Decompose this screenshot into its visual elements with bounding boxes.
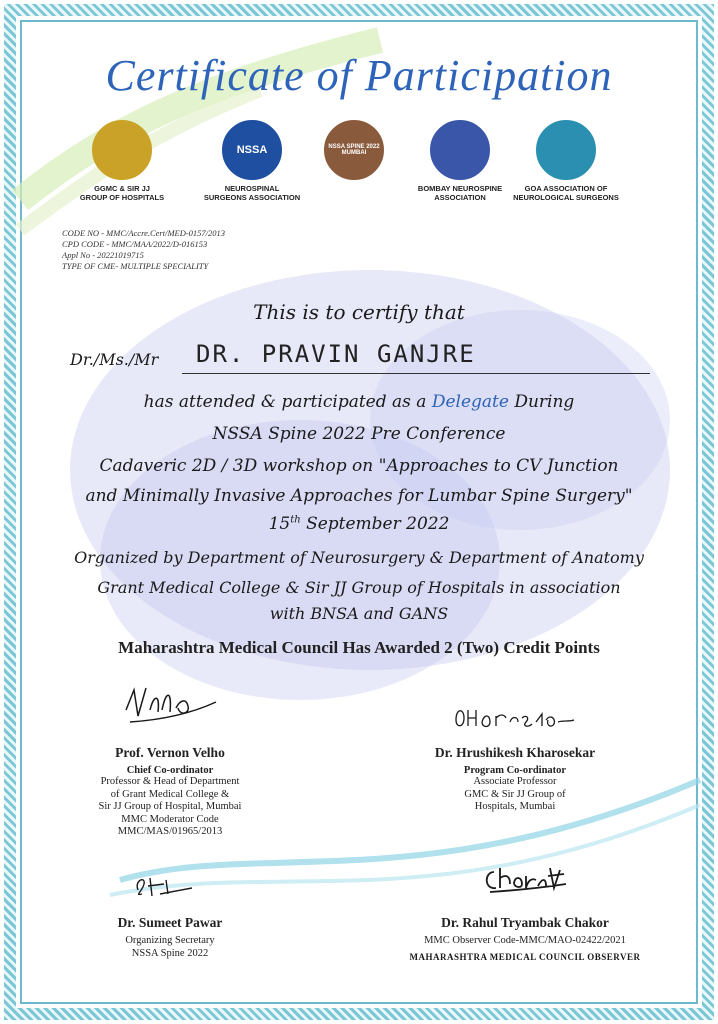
velho-detail-3: Sir JJ Group of Hospital, Mumbai: [98, 801, 242, 812]
organizer-line-2: Grant Medical College & Sir JJ Group of Hospitals in association: [97, 578, 621, 597]
kharosekar-detail-3: Hospitals, Mumbai: [474, 801, 556, 812]
bnsa-logo: [400, 120, 520, 202]
velho-detail-2: of Grant Medical College &: [110, 788, 230, 800]
pawar-detail-2: NSSA Spine 2022: [131, 947, 209, 959]
pawar-name: Dr. Sumeet Pawar: [117, 915, 223, 930]
workshop-line-1: Cadaveric 2D / 3D workshop on "Approaches to CV Junction: [99, 456, 619, 476]
logo-row: [0, 120, 718, 220]
chakor-detail-1: MMC Observer Code-MMC/MAO-02422/2021: [424, 935, 626, 946]
recipient-name: DR. PRAVIN GANJRE: [196, 340, 476, 368]
kharosekar-detail-1: Associate Professor: [473, 776, 557, 787]
chakor-name: Dr. Rahul Tryambak Chakor: [441, 915, 609, 930]
date-rest: September 2022: [300, 514, 450, 534]
kharosekar-role: Program Co-ordinator: [463, 765, 567, 776]
nssa-spine-logo-emblem: NSSA SPINE 2022 MUMBAI: [324, 120, 384, 180]
velho-detail-5: MMC/MAS/01965/2013: [117, 826, 223, 837]
workshop-line-2: and Minimally Invasive Approaches for Lumbar Spine Surgery": [85, 486, 633, 506]
cpd-code: CPD CODE - MMC/MAA/2022/D-016153: [62, 239, 208, 249]
event-date: [0, 514, 718, 534]
attendance-text-b: During: [508, 392, 575, 412]
attendance-text-a: has attended & participated as a: [143, 392, 432, 412]
recipient-row: [70, 340, 650, 374]
nssa-logo-caption: NEUROSPINAL SURGEONS ASSOCIATION: [203, 184, 301, 202]
date-suffix: th: [290, 514, 301, 526]
chakor-observer: MAHARASHTRA MEDICAL COUNCIL OBSERVER: [409, 951, 641, 962]
name-underline: [182, 373, 650, 374]
velho-role: Chief Co-ordinator: [126, 765, 214, 776]
nssa-logo-emblem: NSSA: [222, 120, 282, 180]
signatory-velho: [40, 745, 300, 839]
velho-detail-1: Professor & Head of Department: [100, 776, 240, 787]
kharosekar-detail-2: GMC & Sir JJ Group of: [464, 788, 566, 800]
event-line: NSSA Spine 2022 Pre Conference: [212, 424, 506, 444]
chakor-signature: [480, 858, 570, 898]
bnsa-logo-emblem: [430, 120, 490, 180]
ggmc-logo-emblem: [92, 120, 152, 180]
certificate-title: Certificate of Participation: [105, 51, 613, 100]
gans-logo: [506, 120, 626, 202]
nssa-spine-logo: [294, 120, 414, 184]
accreditation-codes: [62, 228, 225, 272]
velho-name: Prof. Vernon Velho: [115, 745, 225, 760]
gans-logo-emblem: [536, 120, 596, 180]
bnsa-logo-caption: BOMBAY NEUROSPINE ASSOCIATION: [417, 184, 503, 202]
ggmc-logo: [62, 120, 182, 202]
code-no: CODE NO - MMC/Accre.Cert/MED-0157/2013: [62, 228, 226, 238]
delegate-text: Delegate: [431, 392, 509, 412]
cme-type: TYPE OF CME- MULTIPLE SPECIALITY: [62, 261, 209, 271]
credit-points: Maharashtra Medical Council Has Awarded 2 (Two) Credit Points: [118, 638, 600, 657]
signatory-kharosekar: [385, 745, 645, 814]
organizer-line-1: Organized by Department of Neurosurgery & Department of Anatomy: [74, 548, 644, 567]
pawar-detail-1: Organizing Secretary: [125, 935, 215, 946]
attendance-line: [0, 392, 718, 412]
velho-signature: [120, 680, 220, 730]
gans-logo-caption: GOA ASSOCIATION OF NEUROLOGICAL SURGEONS: [513, 184, 619, 202]
signatory-pawar: [40, 915, 300, 960]
pawar-signature: [130, 870, 200, 902]
kharosekar-name: Dr. Hrushikesh Kharosekar: [434, 745, 596, 760]
organizer-line-3: with BNSA and GANS: [269, 604, 449, 623]
ggmc-logo-caption: GGMC & SIR JJ GROUP OF HOSPITALS: [79, 184, 165, 202]
name-prefix: Dr./Ms./Mr: [70, 350, 159, 369]
certify-line: This is to certify that: [253, 300, 465, 324]
appl-no: Appl No - 20221019715: [62, 250, 144, 260]
kharosekar-signature: [450, 700, 580, 736]
velho-detail-4: MMC Moderator Code: [121, 813, 219, 825]
date-day: 15: [268, 514, 291, 534]
signatory-chakor: [385, 915, 665, 962]
